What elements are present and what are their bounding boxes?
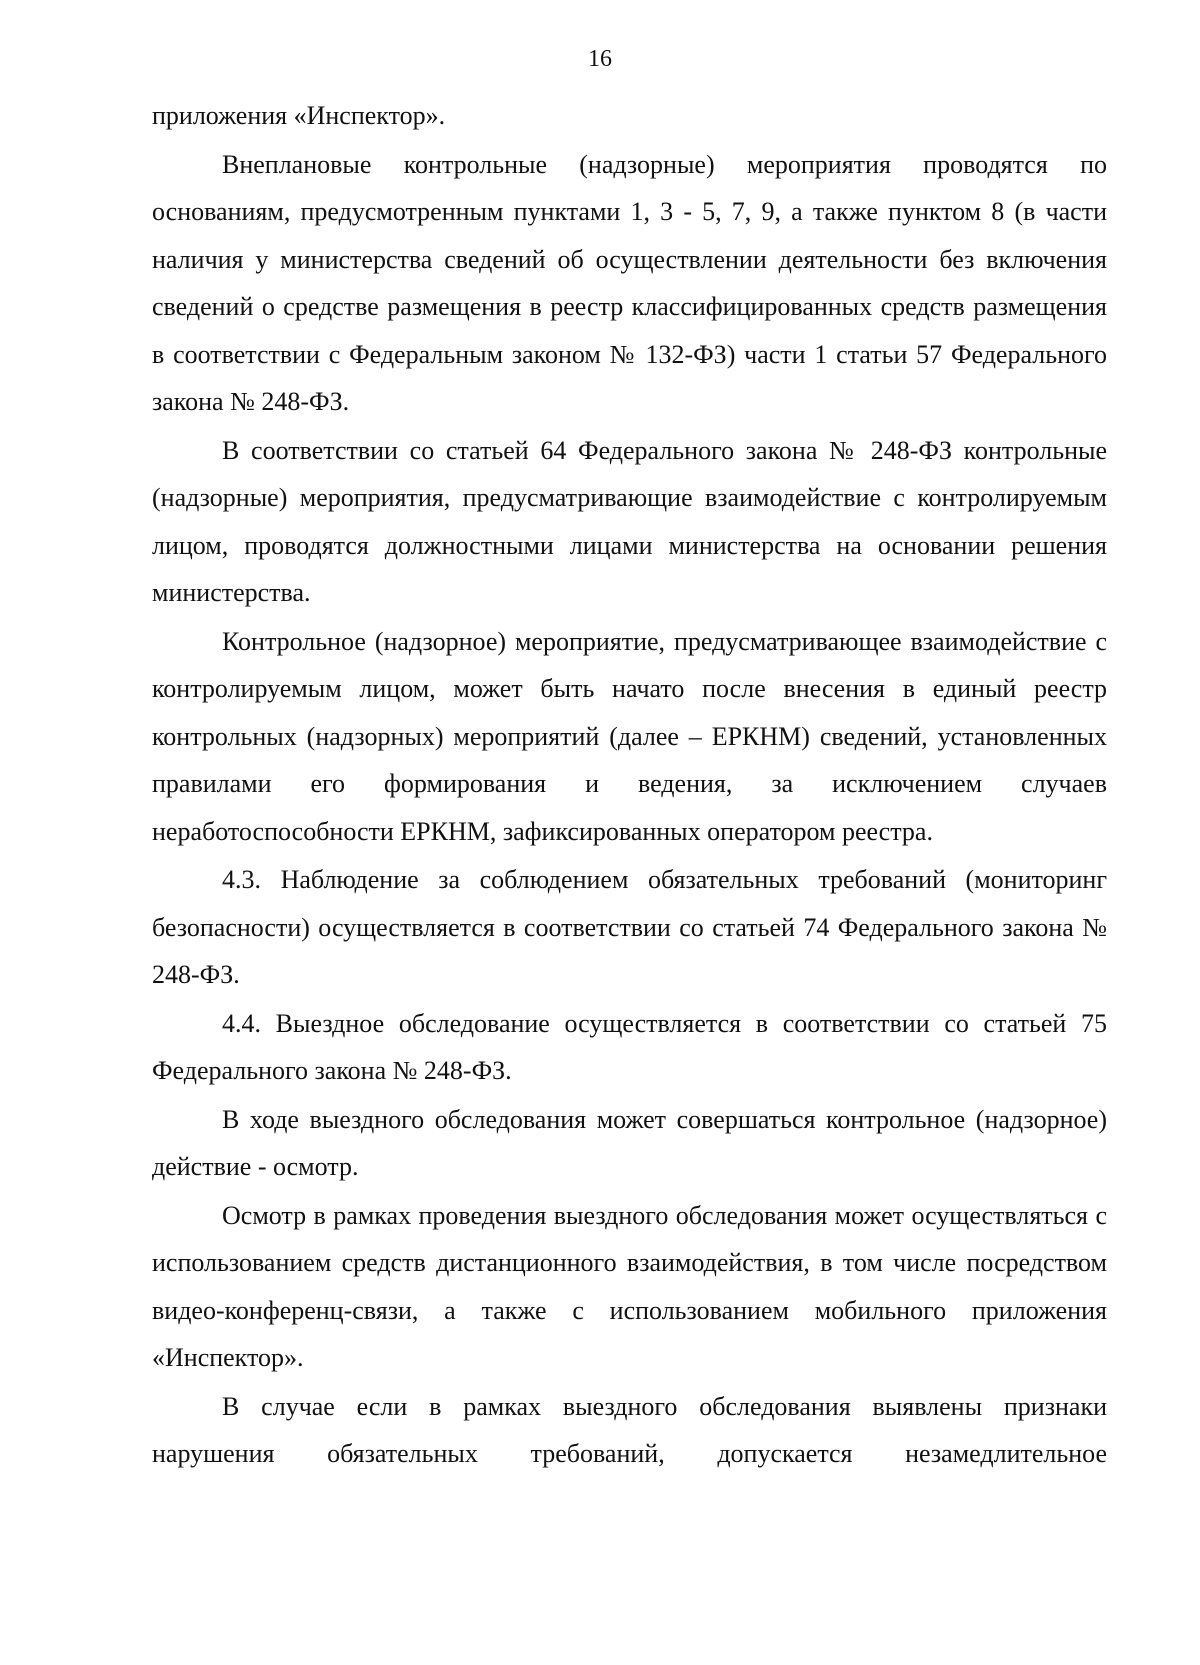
paragraph-erknm: Контрольное (надзорное) мероприятие, предусматривающее взаимодействие с контролируемым лицом, может быть начато после внесения в единый реестр контрольных (надзорных) мероприятий (далее – ЕРКНМ) сведений, установленных правилами его формирования и ведения, за исключением случаев неработоспособности ЕРКНМ, зафиксированных оператором реестра. bbox=[152, 626, 1107, 846]
paragraph-violation-signs: В случае если в рамках выездного обследования выявлены признаки нарушения обязательных требований, допускается незамедлительное bbox=[152, 1391, 1107, 1468]
paragraph-remote-inspection: Осмотр в рамках проведения выездного обследования может осуществляться с использованием средств дистанционного взаимодействия, в том числе посредством видео-конференц-связи, а также с использованием мобильного приложения «Инспектор». bbox=[152, 1200, 1107, 1372]
paragraph-4-3-monitoring: 4.3. Наблюдение за соблюдением обязательных требований (мониторинг безопасности) осуществляется в соответствии со статьей 74 Федерального закона № 248-ФЗ. bbox=[152, 865, 1107, 989]
paragraph-article-64: В соответствии со статьей 64 Федерального закона № 248-ФЗ контрольные (надзорные) мероприятия, предусматривающие взаимодействие с контролируемым лицом, проводятся должностными лицами министерства на основании решения министерства. bbox=[152, 435, 1107, 607]
paragraph-inspection-action: В ходе выездного обследования может совершаться контрольное (надзорное) действие - осмотр. bbox=[152, 1104, 1107, 1181]
paragraph-continuation: приложения «Инспектор». bbox=[152, 101, 446, 130]
paragraph-unscheduled-measures: Внеплановые контрольные (надзорные) мероприятия проводятся по основаниям, предусмотренным пунктами 1, 3 - 5, 7, 9, а также пунктом 8 (в части наличия у министерства сведений об осуществлении деятельности без включения сведений о средстве размещения в реестр классифицированных средств размещения в соответствии с Федеральным законом № 132-ФЗ) части 1 статьи 57 Федерального закона № 248-ФЗ. bbox=[152, 149, 1107, 416]
page-number: 16 bbox=[588, 46, 612, 72]
paragraph-4-4-site-inspection: 4.4. Выездное обследование осуществляется в соответствии со статьей 75 Федерального закона № 248-ФЗ. bbox=[152, 1008, 1107, 1085]
document-body bbox=[152, 92, 1107, 1478]
